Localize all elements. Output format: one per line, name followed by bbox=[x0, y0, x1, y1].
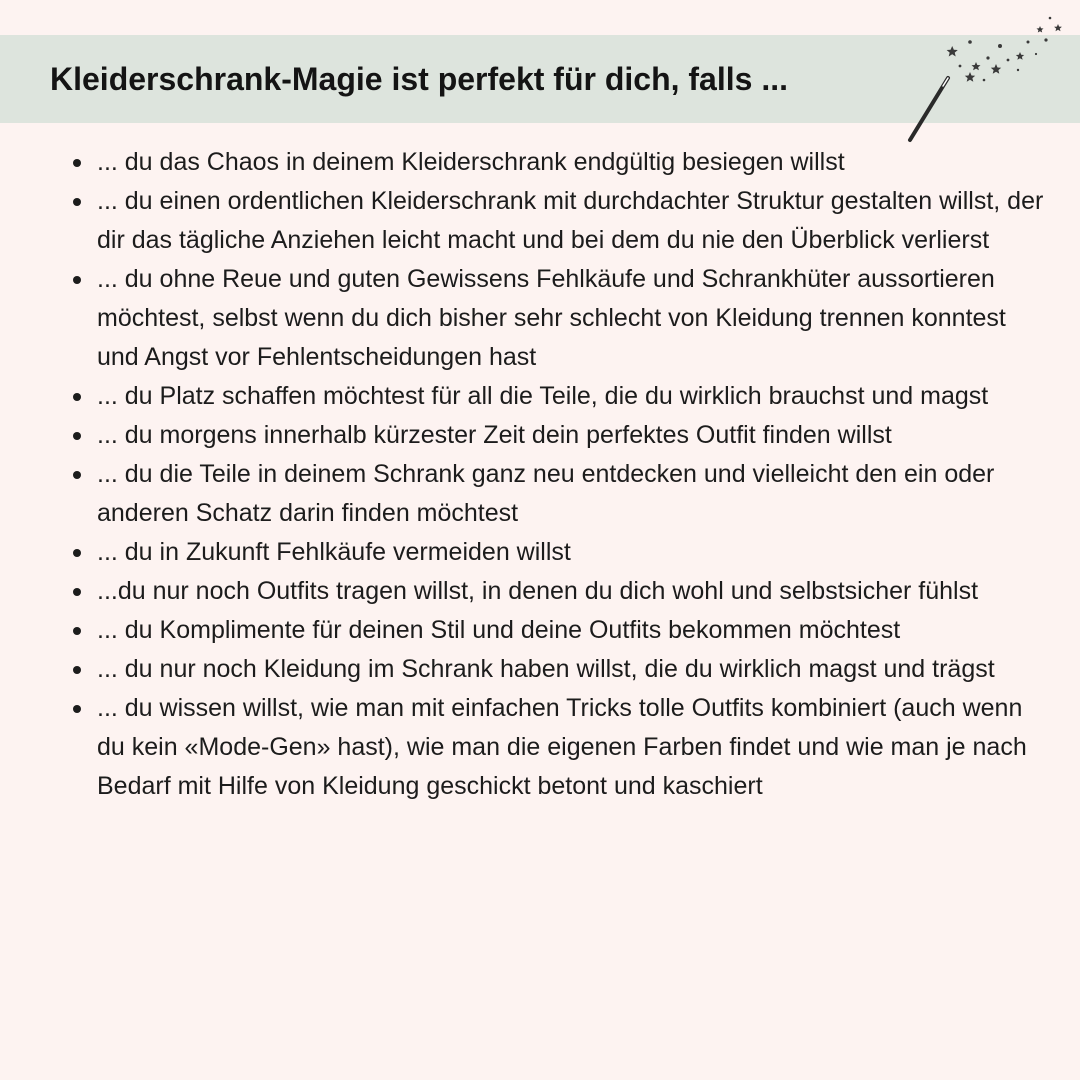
bullet-icon bbox=[73, 276, 81, 284]
bullet-icon bbox=[73, 393, 81, 401]
magic-wand-icon bbox=[900, 10, 1075, 145]
list-item-text: ... du in Zukunft Fehlkäufe vermeiden willst bbox=[97, 538, 571, 566]
bullet-icon bbox=[73, 432, 81, 440]
bullet-icon bbox=[73, 627, 81, 635]
benefit-list bbox=[97, 143, 1047, 806]
list-item bbox=[97, 572, 1047, 611]
list-item-text: ... du Platz schaffen möchtest für all die Teile, die du wirklich brauchst und magst bbox=[97, 382, 989, 410]
bullet-icon bbox=[73, 198, 81, 206]
list-item-text: ...du nur noch Outfits tragen willst, in denen du dich wohl und selbstsicher fühlst bbox=[97, 577, 979, 605]
list-item bbox=[97, 416, 1047, 455]
list-item-text: ... du wissen willst, wie man mit einfachen Tricks tolle Outfits kombiniert (auch wenn du kein «Mode-Gen» hast), wie man die eigenen Farben findet und wie man je nach Bedarf mit Hilfe von Kleidung geschickt betont und kaschiert bbox=[97, 694, 1027, 800]
list-item bbox=[97, 455, 1047, 533]
bullet-icon bbox=[73, 549, 81, 557]
list-item bbox=[97, 182, 1047, 260]
list-item bbox=[97, 377, 1047, 416]
list-item bbox=[97, 260, 1047, 377]
list-item bbox=[97, 650, 1047, 689]
list-item bbox=[97, 533, 1047, 572]
bullet-icon bbox=[73, 588, 81, 596]
list-item bbox=[97, 689, 1047, 806]
list-item bbox=[97, 143, 1047, 182]
list-item-text: ... du das Chaos in deinem Kleiderschrank endgültig besiegen willst bbox=[97, 148, 845, 176]
bullet-icon bbox=[73, 705, 81, 713]
list-item-text: ... du ohne Reue und guten Gewissens Fehlkäufe und Schrankhüter aussortieren möchtest, selbst wenn du dich bisher sehr schlecht von Kleidung trennen konntest und Angst vor Fehlentscheidungen hast bbox=[97, 265, 1006, 371]
bullet-icon bbox=[73, 159, 81, 167]
bullet-icon bbox=[73, 471, 81, 479]
list-item-text: ... du nur noch Kleidung im Schrank haben willst, die du wirklich magst und trägst bbox=[97, 655, 995, 683]
list-item-text: ... du Komplimente für deinen Stil und deine Outfits bekommen möchtest bbox=[97, 616, 901, 644]
list-item-text: ... du einen ordentlichen Kleiderschrank mit durchdachter Struktur gestalten willst, der dir das tägliche Anziehen leicht macht und bei dem du nie den Überblick verlierst bbox=[97, 187, 1044, 254]
list-item-text: ... du morgens innerhalb kürzester Zeit dein perfektes Outfit finden willst bbox=[97, 421, 892, 449]
list-item-text: ... du die Teile in deinem Schrank ganz neu entdecken und vielleicht den ein oder anderen Schatz darin finden möchtest bbox=[97, 460, 995, 527]
list-item bbox=[97, 611, 1047, 650]
page-title: Kleiderschrank-Magie ist perfekt für dich, falls ... bbox=[50, 61, 788, 97]
bullet-icon bbox=[73, 666, 81, 674]
